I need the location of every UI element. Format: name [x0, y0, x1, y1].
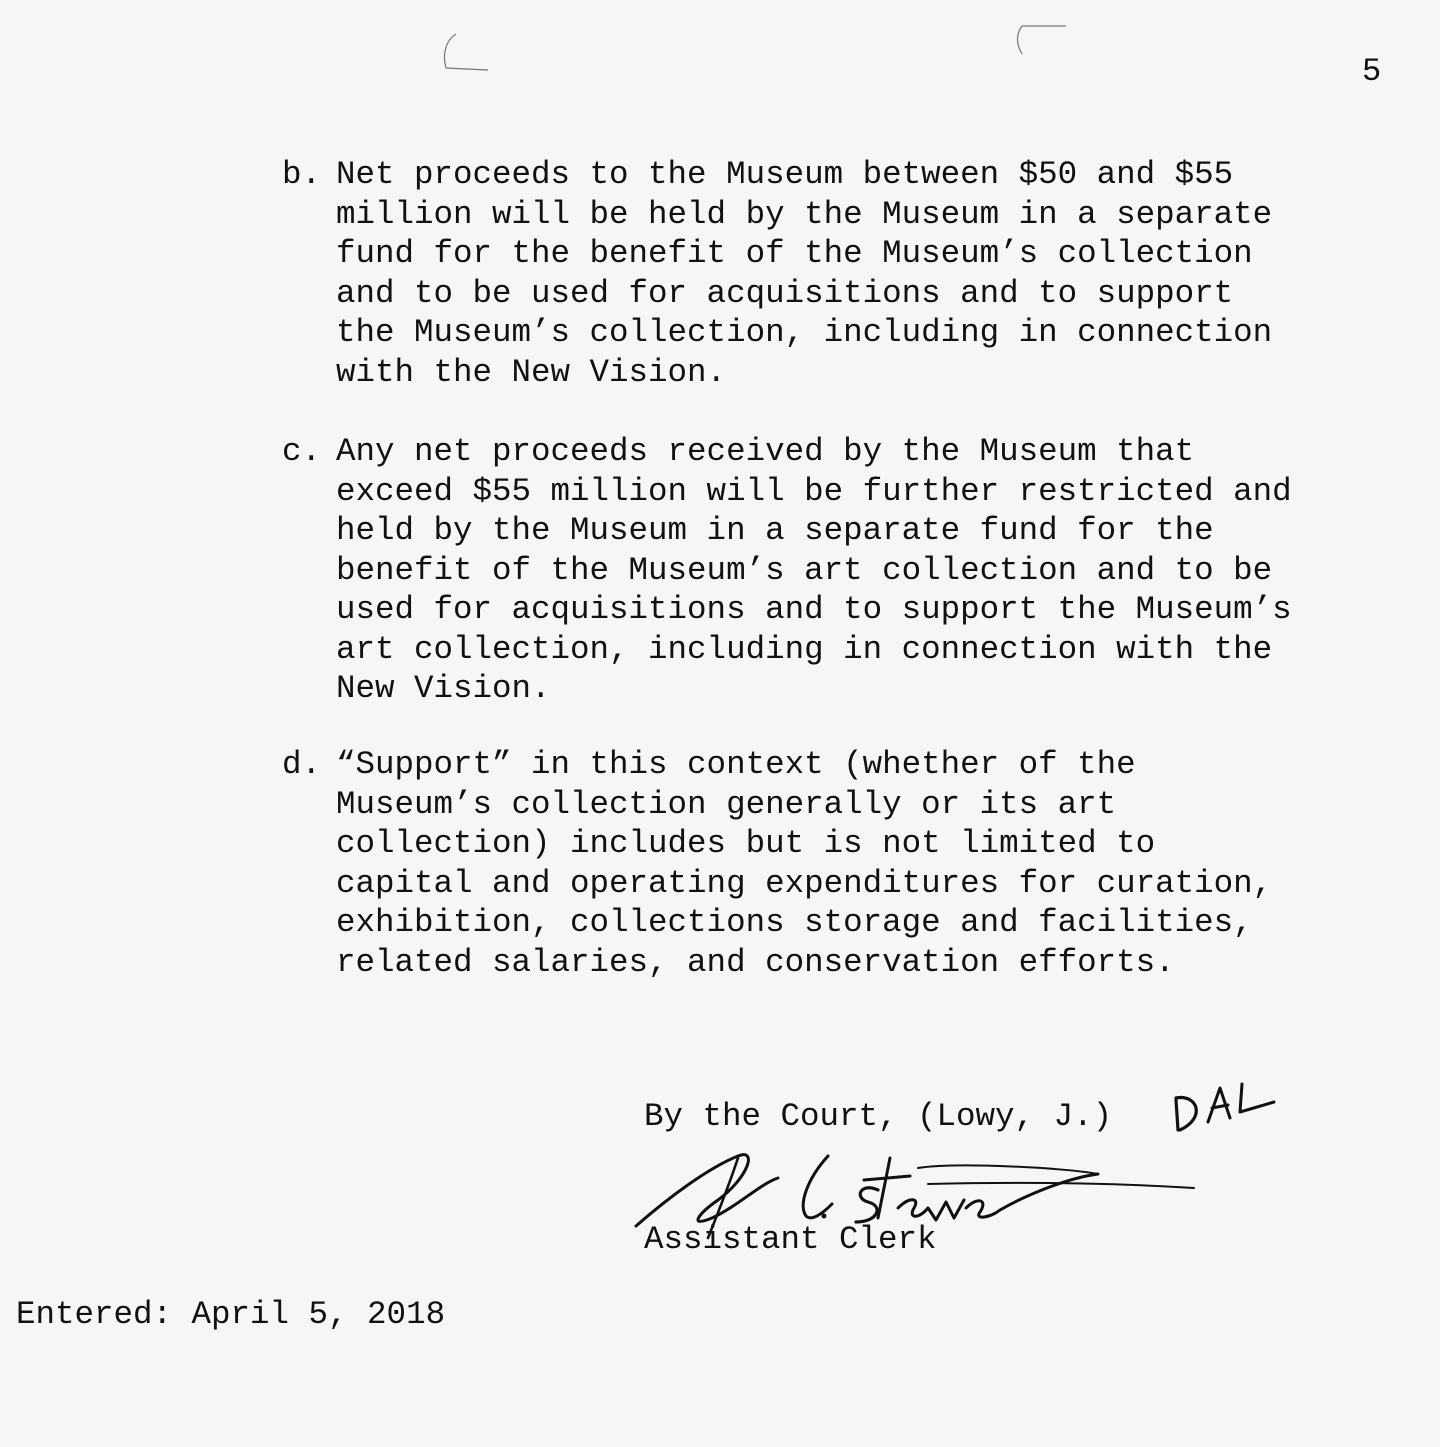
clause-c	[282, 432, 1392, 709]
by-the-court-line: By the Court, (Lowy, J.)	[644, 1098, 1113, 1135]
clause-d	[282, 745, 1392, 982]
clerk-signature-block	[628, 1138, 1208, 1268]
clause-letter: c.	[282, 433, 322, 470]
clause-text: Any net proceeds received by the Museum that exceed $55 million will be further restricted and held by the Museum in a separate fund for the benefit of the Museum’s art collection and to be used for acquisitions and to support the Museum’s art collection, including in connection with the New Vision.	[336, 433, 1292, 707]
clerk-signature	[628, 1138, 1208, 1268]
clause-b	[282, 155, 1392, 392]
scan-mark-right	[1006, 16, 1076, 64]
clause-letter: d.	[282, 746, 322, 783]
clause-text: “Support” in this context (whether of the Museum’s collection generally or its art collection) includes but is not limited to capital and operating expenditures for curation, exhibition, collections storage and facilities, related salaries, and conservation efforts.	[336, 746, 1273, 981]
page-number: 5	[1362, 53, 1382, 90]
clause-letter: b.	[282, 156, 322, 193]
clerk-title: Assistant Clerk	[644, 1221, 937, 1258]
handwritten-initials	[1168, 1078, 1280, 1136]
scan-mark-left	[436, 28, 496, 78]
entered-date: Entered: April 5, 2018	[16, 1296, 446, 1333]
clause-text: Net proceeds to the Museum between $50 and $55 million will be held by the Museum in a separate fund for the benefit of the Museum’s collection and to be used for acquisitions and to support the Museum’s collection, including in connection with the New Vision.	[336, 156, 1273, 391]
